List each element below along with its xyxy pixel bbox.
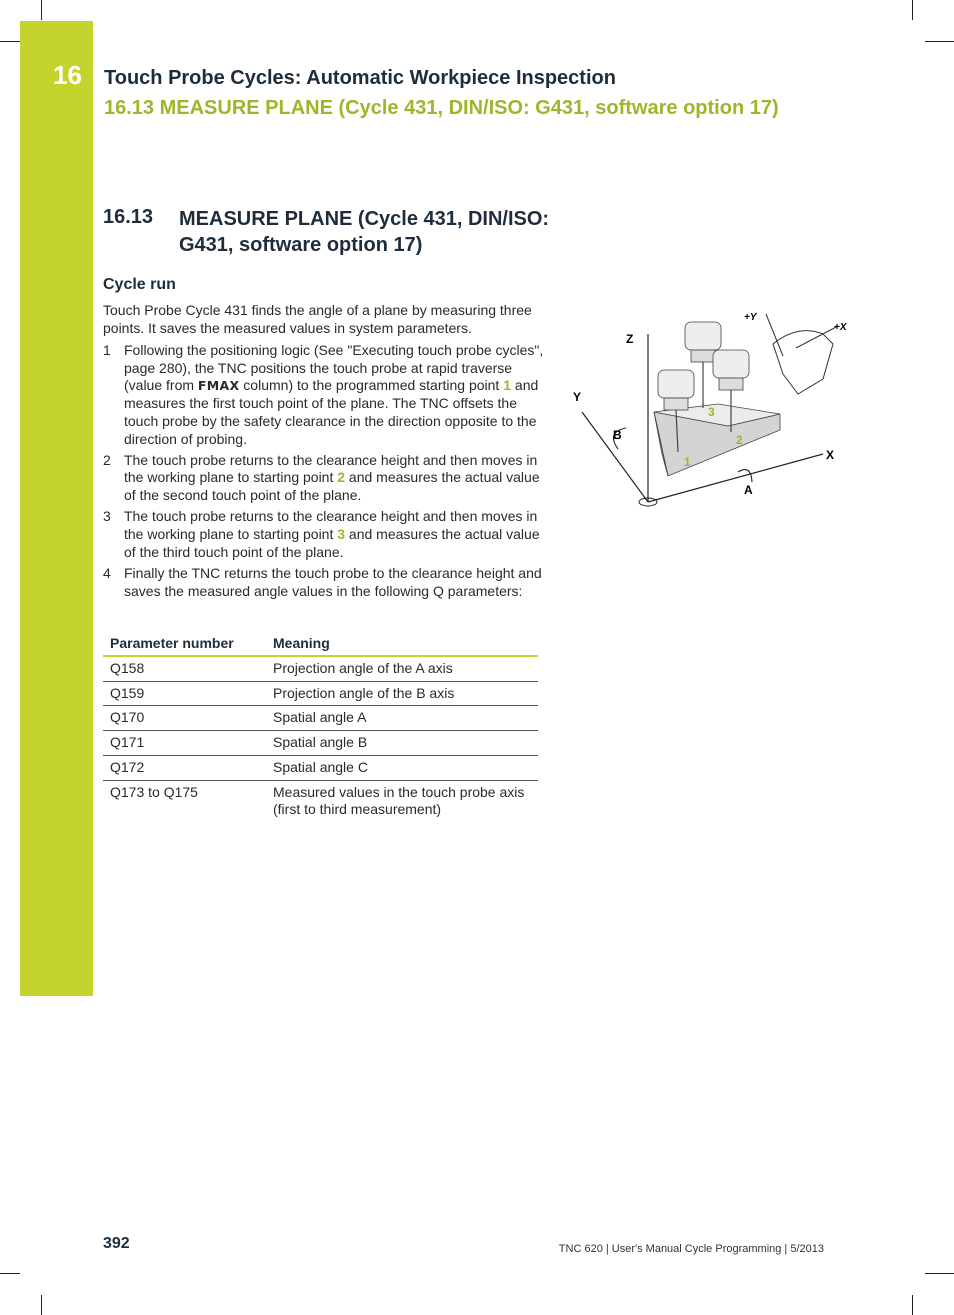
section-number: 16.13: [103, 206, 154, 228]
section-title: [179, 206, 579, 258]
plus-y-label: +Y: [744, 312, 757, 323]
parameter-table: [103, 632, 538, 822]
z-axis-label: Z: [626, 332, 634, 346]
point-2-label: 2: [736, 433, 743, 447]
steps-list: [103, 342, 545, 604]
crop-mark: [0, 41, 20, 42]
hand-icon: [766, 314, 838, 394]
list-item: [103, 342, 545, 448]
point-ref: 3: [337, 526, 346, 543]
step-number: 3: [103, 508, 111, 525]
step-number: 1: [103, 342, 111, 358]
chapter-sidebar: [20, 21, 93, 996]
table-header-row: [103, 632, 538, 656]
fmax-term: FMAX: [197, 378, 240, 394]
list-item: [103, 508, 545, 561]
table-row: [103, 656, 538, 681]
crop-mark: [925, 41, 954, 42]
column-header: Parameter number: [103, 632, 266, 656]
param-number: Q170: [103, 706, 266, 731]
crop-mark: [41, 0, 42, 20]
chapter-title: Touch Probe Cycles: Automatic Workpiece Inspection: [104, 67, 616, 89]
table-row: [103, 780, 538, 822]
intro-paragraph: Touch Probe Cycle 431 finds the angle of a plane by measuring three points. It saves the measured values in system parameters.: [103, 302, 532, 336]
a-rotation-label: A: [744, 483, 753, 497]
table-row: [103, 706, 538, 731]
param-number: Q171: [103, 731, 266, 756]
crop-mark: [0, 1273, 20, 1274]
chapter-number: 16: [53, 60, 82, 90]
step-number: 4: [103, 564, 111, 581]
table-row: [103, 681, 538, 706]
step-number: 2: [103, 451, 111, 468]
param-number: Q172: [103, 755, 266, 780]
param-number: Q158: [103, 656, 266, 681]
point-1-label: 1: [684, 455, 691, 469]
step-text: and measures the actual value of the second touch point of the plane.: [124, 469, 540, 504]
running-section-title: 16.13 MEASURE PLANE (Cycle 431, DIN/ISO: G431, software option 17): [104, 97, 779, 119]
step-text: and measures the first touch point of the plane. The TNC offsets the touch probe by the safety clearance in the direction opposite to the direction of probing.: [124, 377, 539, 447]
point-ref: 2: [337, 469, 346, 486]
param-meaning: Projection angle of the A axis: [266, 656, 538, 681]
step-text: Finally the TNC returns the touch probe to the clearance height and saves the measured angle values in the following Q parameters:: [124, 564, 542, 599]
subsection-heading: Cycle run: [103, 276, 176, 293]
plus-x-label: +X: [834, 322, 847, 333]
b-rotation-label: B: [613, 428, 622, 442]
param-meaning: Spatial angle A: [266, 706, 538, 731]
section-title-line1: MEASURE PLANE (Cycle 431, DIN/ISO:: [179, 208, 550, 230]
list-item: [103, 452, 545, 505]
point-3-label: 3: [708, 405, 715, 419]
table-row: [103, 731, 538, 756]
measure-plane-figure: [568, 304, 868, 524]
param-number: Q173 to Q175: [110, 783, 198, 800]
param-meaning: Projection angle of the B axis: [266, 681, 538, 706]
section-title-line2: G431, software option 17): [179, 234, 423, 256]
param-meaning: Spatial angle B: [266, 731, 538, 756]
page-number: 392: [103, 1235, 130, 1252]
column-header: Meaning: [266, 632, 538, 656]
param-meaning: Spatial angle C: [266, 755, 538, 780]
crop-mark: [912, 1295, 913, 1315]
crop-mark: [925, 1273, 954, 1274]
list-item: [103, 565, 545, 600]
x-axis-label: X: [826, 448, 835, 462]
param-meaning: Measured values in the touch probe axis (first to third measurement): [273, 783, 525, 818]
table-row: [103, 755, 538, 780]
param-number: Q159: [103, 681, 266, 706]
step-text: column) to the programmed starting point: [239, 377, 504, 394]
point-ref: 1: [503, 377, 512, 394]
step-text: The touch probe returns to the clearance height and then moves in the working plane to starting point: [124, 451, 538, 486]
footer-text: TNC 620 | User's Manual Cycle Programming | 5/2013: [558, 1243, 824, 1255]
y-axis-label: Y: [573, 390, 582, 404]
step-text: Following the positioning logic (See "Executing touch probe cycles", page 280), the TNC positions the touch probe at rapid traverse (value from: [124, 342, 544, 394]
crop-mark: [912, 0, 913, 20]
crop-mark: [41, 1295, 42, 1315]
step-text: The touch probe returns to the clearance height and then moves in the working plane to starting point: [124, 508, 538, 543]
y-axis-line: [582, 412, 648, 502]
step-text: and measures the actual value of the third touch point of the plane.: [124, 526, 540, 560]
